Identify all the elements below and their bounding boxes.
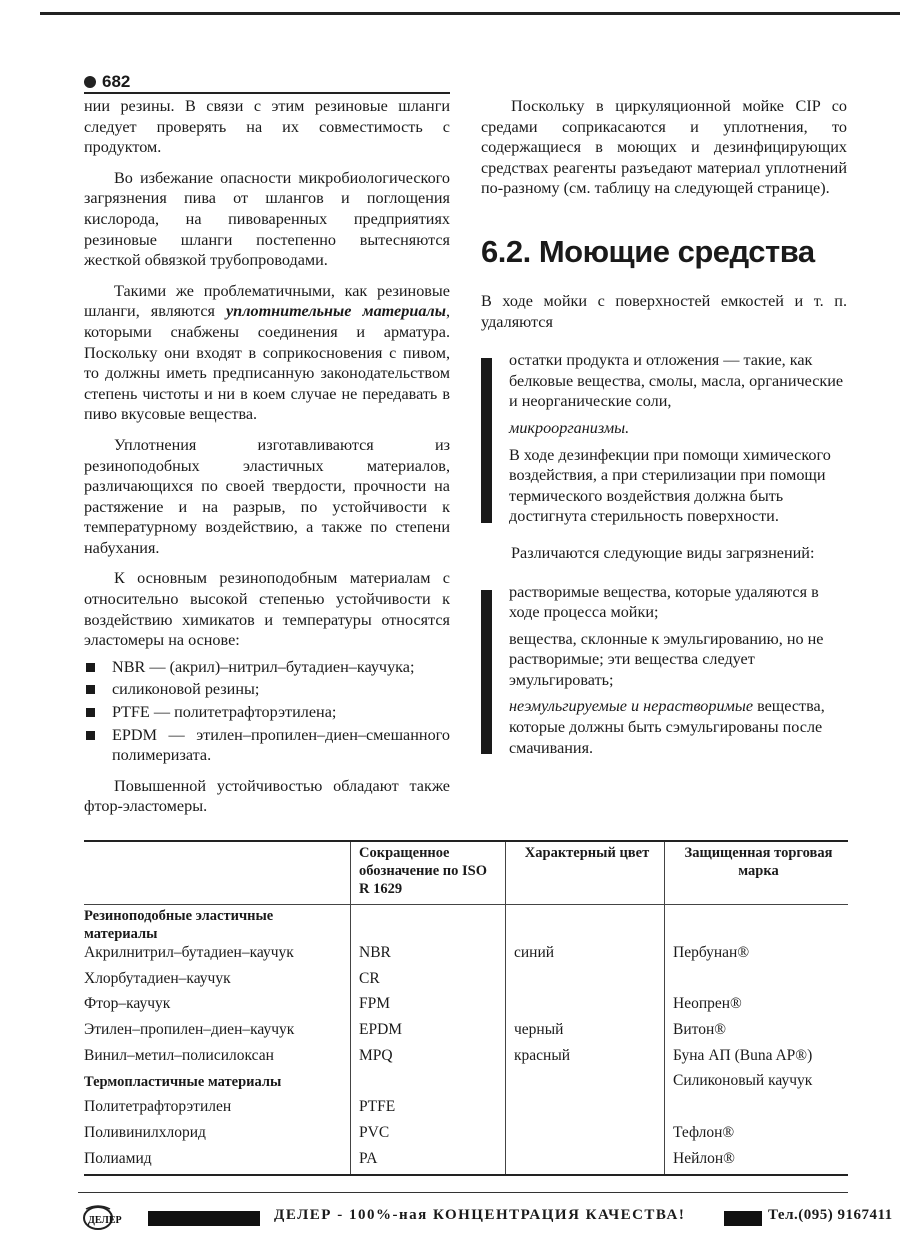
block-item: вещества, склонные к эмульгированию, но не растворимые; эти вещества следует эмульгировать; [509, 629, 824, 689]
table-header [84, 841, 351, 905]
table-section-label: Резиноподобные эластичные материалы [84, 908, 274, 942]
left-paragraph-4: Уплотнения изготавливаются из резиноподобных эластичных материалов, различающихся по своей твердости, прочности на растяжение и на разрыв, по устойчивости к температурному воздействию, а также по степени набухания. [84, 435, 450, 557]
table-section-row [84, 905, 848, 944]
page-number: 682 [84, 72, 130, 92]
table-header-row [84, 841, 848, 905]
right-paragraph-1: Поскольку в циркуляционной мойке CIP со средами соприкасаются и уплотнения, то содержащиеся в моющих и дезинфицирующих средствах реагенты разъедают материал уплотнений по-разному (см. таблицу на следующей странице). [481, 97, 847, 198]
block-item: В ходе дезинфекции при помощи химического воздействия, а при стерилизации при помощи термического воздействия должна быть достигнута стерильность поверхности. [509, 445, 831, 526]
table-section-row: Термопластичные материалы Силиконовый каучук [84, 1071, 848, 1097]
list-item: силиконовой резины; [84, 679, 450, 700]
table-header: Сокращенное обозначение по ISO R 1629 [351, 841, 506, 905]
footer-black-strip [148, 1211, 260, 1226]
block-item: остатки продукта и отложения — такие, как белковые вещества, смолы, масла, органические и неорганические соли, [509, 351, 844, 411]
footer-slogan: ДЕЛЕР - 100%-ная КОНЦЕНТРАЦИЯ КАЧЕСТВА! [274, 1207, 686, 1223]
removal-block [481, 350, 847, 527]
table-row: Хлорбутадиен–каучук CR [84, 969, 848, 995]
table-section-label: Термопластичные материалы [84, 1074, 282, 1091]
left-column [84, 96, 450, 817]
table-row: Полиамид PA Нейлон® [84, 1149, 848, 1176]
footer-black-strip [724, 1211, 762, 1226]
left-paragraph-6: Повышенной устойчивостью обладают также фтор-эластомеры. [84, 776, 450, 816]
left-paragraph-1: нии резины. В связи с этим резиновые шланги следует проверять на их совместимость с продуктом. [84, 97, 450, 157]
vertical-bar [481, 358, 492, 523]
block-item: растворимые вещества, которые удаляются в ходе процесса мойки; [509, 582, 819, 622]
elastomer-list [84, 657, 450, 766]
contamination-block [481, 582, 847, 759]
page-number-rule [84, 92, 450, 94]
square-bullet-icon [86, 663, 95, 672]
right-column [481, 96, 847, 764]
svg-text:ДЕЛЕР: ДЕЛЕР [88, 1215, 122, 1226]
block-item: микроорганизмы. [509, 418, 630, 437]
list-item: PTFE — политетрафторэтилена; [84, 702, 450, 723]
table-row: Политетрафторэтилен PTFE [84, 1097, 848, 1123]
table-row: Поливинилхлорид PVC Тефлон® [84, 1123, 848, 1149]
table-header: Характерный цвет [506, 841, 665, 905]
right-paragraph-2: В ходе мойки с поверхностей емкостей и т. п. удаляются [481, 291, 847, 331]
table-row: Этилен–пропилен–диен–каучук EPDM черный Витон® [84, 1020, 848, 1046]
dealer-logo-icon [78, 1201, 144, 1231]
left-paragraph-2: Во избежание опасности микробиологического загрязнения пива от шлангов и поглощения кислорода, на пивоваренных предприятиях резиновые шланги постепенно вытесняются жесткой обвязкой трубопроводами. [84, 168, 450, 270]
square-bullet-icon [86, 708, 95, 717]
vertical-bar [481, 590, 492, 755]
top-rule [40, 12, 900, 15]
square-bullet-icon [86, 685, 95, 694]
emphasis-seals: уплотнительные материалы [226, 302, 446, 321]
list-item: NBR — (акрил)–нитрил–бутадиен–каучука; [84, 657, 450, 678]
footer-phone: Тел.(095) 9167411 [768, 1207, 893, 1223]
left-paragraph-3: Такими же проблематичными, как резиновые шланги, являются уплотнительные материалы, которыми снабжены соединения и арматура. Поскольку они входят в соприкосновения с пивом, то должны иметь предписанную законодательством степень чистоты и ни в коем случае не передавать в пиво вкусовые вещества. [84, 281, 450, 424]
left-paragraph-5: К основным резиноподобным материалам с относительно высокой степенью устойчивости к воздействию химикатов и температуры относятся эластомеры на основе: [84, 569, 450, 650]
square-bullet-icon [86, 731, 95, 740]
right-paragraph-3: Различаются следующие виды загрязнений: [511, 543, 815, 562]
table-row: Акрилнитрил–бутадиен–каучук NBR синий Пербунан® [84, 943, 848, 969]
materials-table [84, 840, 848, 1176]
table-row: Винил–метил–полисилоксан MPQ красный Буна АП (Buna AP®) [84, 1046, 848, 1072]
section-heading: 6.2. Моющие средства [481, 233, 815, 269]
table-header: Защищенная торговая марка [665, 841, 849, 905]
table-row: Фтор–каучук FPM Неопрен® [84, 994, 848, 1020]
block-item: неэмульгируемые и нерастворимые вещества, которые должны быть сэмульгированы после смачивания. [509, 697, 825, 757]
bullet-dot-icon [84, 76, 96, 88]
footer [78, 1192, 893, 1237]
list-item: EPDM — этилен–пропилен–диен–смешанного полимеризата. [84, 725, 450, 766]
